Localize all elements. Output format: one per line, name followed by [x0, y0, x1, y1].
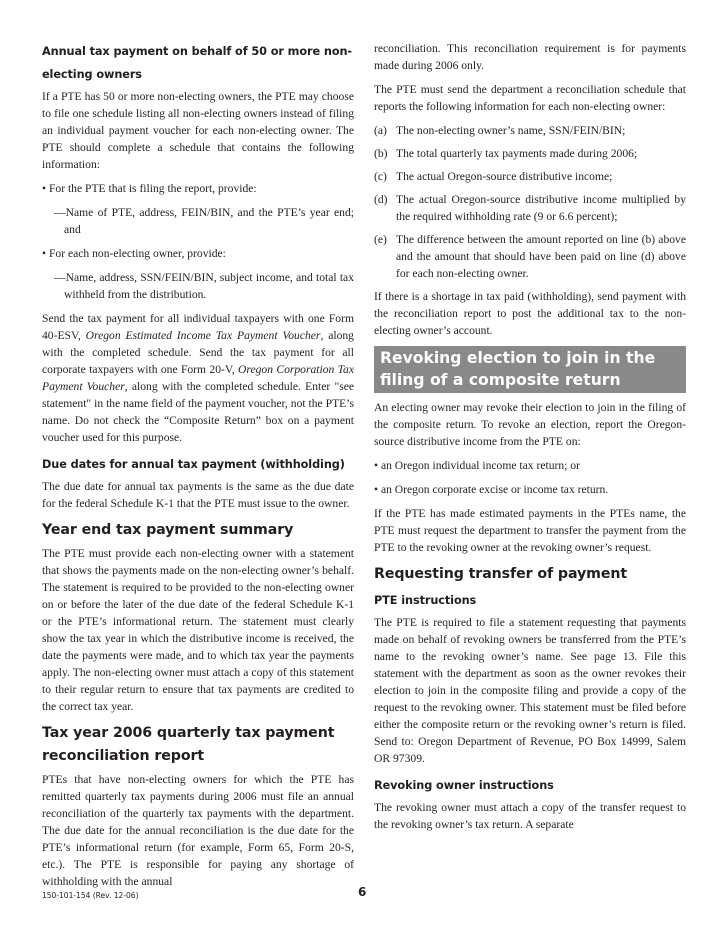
- list-item-text: The non-electing owner’s name, SSN/FEIN/BIN;: [396, 124, 626, 137]
- bullet-pte-filing: • For the PTE that is filing the report, provide:: [42, 182, 257, 195]
- bullet-corporate-return: • an Oregon corporate excise or income tax return.: [374, 483, 609, 496]
- dash-pte-details: —Name of PTE, address, FEIN/BIN, and the PTE’s year end; and: [54, 206, 354, 236]
- bullet-individual-return: • an Oregon individual income tax return; or: [374, 459, 580, 472]
- left-column: [42, 40, 354, 897]
- paragraph-pte-instructions: The PTE is required to file a statement requesting that payments made on behalf of revoking owners be transferred from the PTE’s name to the revoking owner’s name. See page 13. File this statement with the department as soon as the owner revokes their election to join in the composite filing and provide a copy of the request to the revoking owner. This statement must be filed before either the composite return or the revoking owner’s return is filed. Send to: Oregon Department of Revenue, PO Box 14999, Salem OR 97309.: [374, 616, 686, 765]
- list-item: [374, 231, 686, 282]
- heading-revoking-owner-instructions: Revoking owner instructions: [374, 779, 554, 792]
- dash-owner-details: —Name, address, SSN/FEIN/BIN, subject income, and total tax withheld from the distribution.: [54, 271, 354, 301]
- send-payment-text-3: , along with the completed schedule. Enter "see statement" in the name field of the payment voucher, not the PTE’s name. Do not check the “Composite Return” box on a payment voucher used for this purpose.: [42, 380, 354, 444]
- heading-due-dates: Due dates for annual tax payment (withholding): [42, 458, 345, 471]
- list-item: [374, 145, 686, 162]
- list-item-label: (c): [374, 170, 387, 183]
- heading-requesting-transfer: Requesting transfer of payment: [374, 566, 628, 582]
- send-payment-text-1: Send the tax payment for all individual taxpayers with one Form 40-ESV,: [42, 312, 354, 342]
- list-item-text: The difference between the amount reported on line (b) above and the amount that should have been paid on line (d) above for each non-electing owner.: [396, 233, 686, 280]
- bullet-each-owner: • For each non-electing owner, provide:: [42, 247, 226, 260]
- heading-reconciliation-report: Tax year 2006 quarterly tax payment reconciliation report: [42, 725, 335, 764]
- list-item: [374, 122, 686, 139]
- paragraph-year-end-summary: The PTE must provide each non-electing owner with a statement that shows the payments made on the non-electing owner’s behalf. The statement is required to be provided to the non-electing owner on or before the later of the due date of the federal Schedule K-1 or the PTE’s informational return. The statement must clearly show the tax year in which the distributive income is received, the date the payments were made, and to which tax year the payments apply. The non-electing owner must attach a copy of this statement to their regular return to ensure that tax payments are credited to the correct tax year.: [42, 547, 354, 713]
- send-payment-text-2: , along with the completed schedule. Send the tax payment for all corporate taxpayers with one Form 20-V,: [42, 329, 354, 376]
- page-number: 6: [358, 885, 367, 899]
- form-20-v-title: Oregon Corporation Tax Payment Voucher: [42, 363, 354, 393]
- heading-year-end-summary: Year end tax payment summary: [42, 522, 294, 538]
- paragraph-reconciliation-schedule: The PTE must send the department a reconciliation schedule that reports the following information for each non-electing owner:: [374, 83, 686, 113]
- paragraph-reconciliation-continued: reconciliation. This reconciliation requirement is for payments made during 2006 only.: [374, 42, 686, 72]
- list-item-text: The total quarterly tax payments made during 2006;: [396, 147, 638, 160]
- paragraph-reconciliation-report: PTEs that have non-electing owners for which the PTE has remitted quarterly tax payments during 2006 must file an annual reconciliation of the quarterly tax payments with the department. The due date for the annual reconciliation is the due date for the PTE’s informational return (for example, Form 65, Form 20-S, etc.). The PTE is responsible for paying any shortage of withholding with the annual: [42, 773, 354, 888]
- list-item-label: (e): [374, 233, 387, 246]
- paragraph-send-payment: [42, 310, 354, 446]
- heading-pte-instructions: PTE instructions: [374, 594, 477, 607]
- list-item: [374, 191, 686, 225]
- list-item-label: (a): [374, 124, 387, 137]
- heading-annual-tax-payment: Annual tax payment on behalf of 50 or more non-electing owners: [42, 45, 353, 81]
- list-item: [374, 168, 686, 185]
- paragraph-estimated-payments: If the PTE has made estimated payments in the PTEs name, the PTE must request the department to transfer the payment from the PTE to the revoking owner at the revoking owner’s request.: [374, 507, 686, 554]
- paragraph-revoke-election: An electing owner may revoke their election to join in the filing of the composite return. To revoke an election, report the Oregon-source distributive income from the PTE on:: [374, 401, 686, 448]
- form-code: 150-101-154 (Rev. 12-06): [42, 891, 139, 900]
- form-40-esv-title: Oregon Estimated Income Tax Payment Voucher: [85, 329, 321, 342]
- section-banner-revoking-election: Revoking election to join in the filing of a composite return: [374, 346, 686, 393]
- list-item-label: (b): [374, 147, 388, 160]
- paragraph-due-dates: The due date for annual tax payments is the same as the due date for the federal Schedule K-1 that the PTE must issue to the owner.: [42, 480, 354, 510]
- paragraph-revoking-owner-instructions: The revoking owner must attach a copy of the transfer request to the revoking owner’s tax return. A separate: [374, 801, 686, 831]
- list-item-label: (d): [374, 193, 388, 206]
- paragraph-shortage: If there is a shortage in tax paid (withholding), send payment with the reconciliation report to post the additional tax to the non-electing owner’s account.: [374, 290, 686, 337]
- paragraph-annual-payment-intro: If a PTE has 50 or more non-electing owners, the PTE may choose to file one schedule listing all non-electing owners instead of filing an individual payment voucher for each non-electing owner. The PTE should complete a schedule that contains the following information:: [42, 90, 354, 171]
- list-item-text: The actual Oregon-source distributive income;: [396, 170, 613, 183]
- list-item-text: The actual Oregon-source distributive income multiplied by the required withholding rate (9 or 6.6 percent);: [396, 193, 686, 223]
- right-column: [374, 40, 686, 840]
